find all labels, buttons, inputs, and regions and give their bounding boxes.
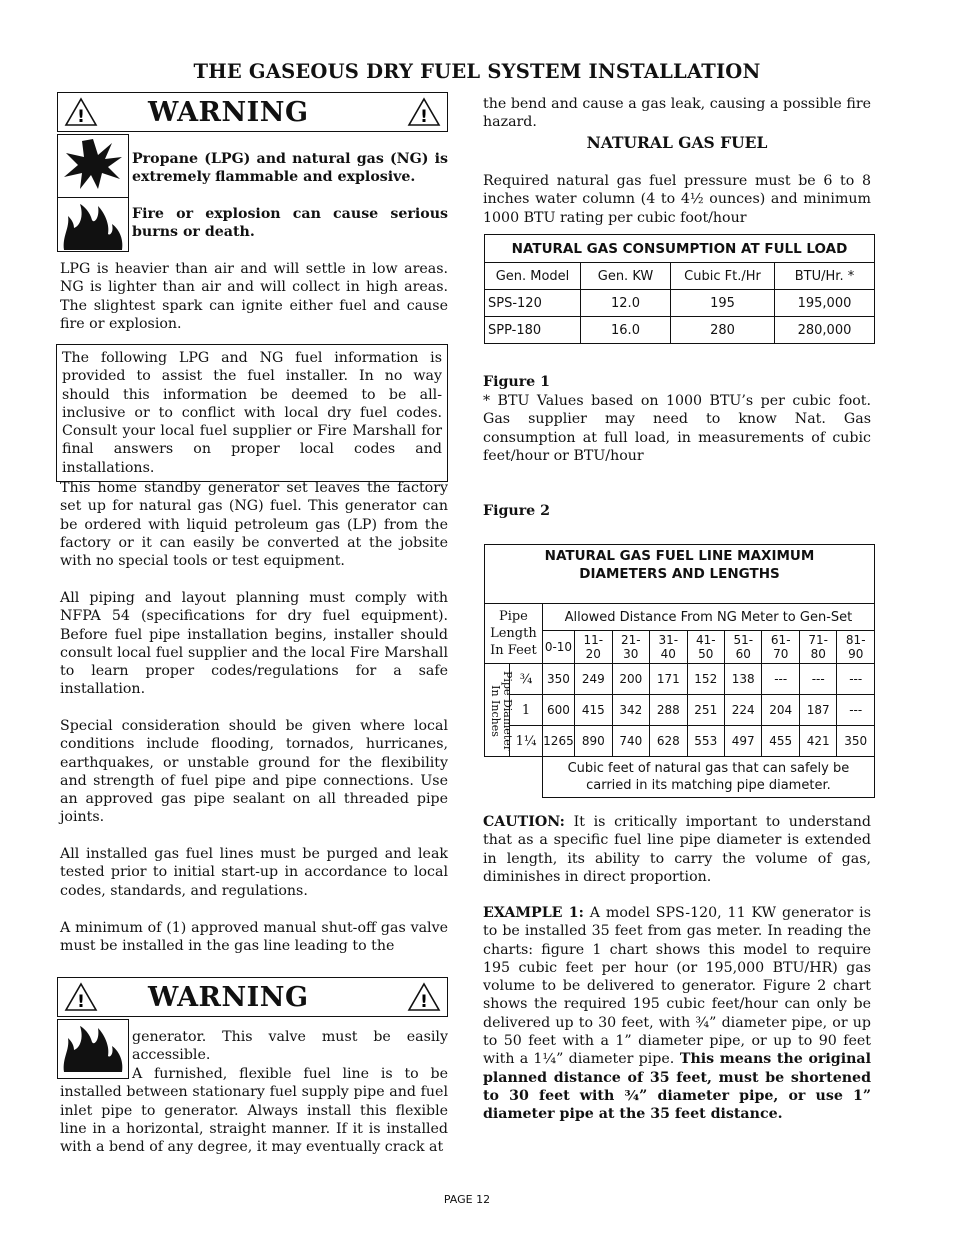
- table-cell: ---: [837, 695, 875, 726]
- table-cell: 152: [687, 664, 724, 695]
- table-cell: 1265: [542, 726, 574, 757]
- svg-text:!: !: [77, 992, 85, 1012]
- range-header: 71-80: [799, 631, 836, 664]
- caution-label: CAUTION:: [483, 814, 565, 830]
- range-header: 11-20: [575, 631, 612, 664]
- table-cell: 740: [612, 726, 649, 757]
- table-row: [485, 695, 875, 726]
- paragraph-purge: All installed gas fuel lines must be purged and leak tested prior to initial start-up in accordance to local codes, standards, and regulations.: [60, 846, 448, 899]
- table-cell: 497: [725, 726, 762, 757]
- table-title: NATURAL GAS CONSUMPTION AT FULL LOAD: [485, 235, 875, 263]
- paragraph-factory-setup: This home standby generator set leaves the factory set up for natural gas (NG) fuel. This generator can be ordered with liquid petroleum gas (LP) from the factory or it can easily be converted at the jobsite with no special tools or test equipment.: [60, 480, 448, 570]
- range-header: 0-10: [542, 631, 574, 664]
- warning-label: WARNING: [148, 981, 309, 1013]
- allowed-distance-label: Allowed Distance From NG Meter to Gen-Set: [542, 604, 874, 631]
- paragraph-valve-accessible: generator. This valve must be easily accessible.: [132, 1029, 448, 1064]
- table-cell: ---: [762, 664, 799, 695]
- paragraph-bend-leak: the bend and cause a gas leak, causing a possible fire hazard.: [483, 96, 871, 131]
- paragraph-shutoff: A minimum of (1) approved manual shut-off gas valve must be installed in the gas line leading to the: [60, 920, 448, 955]
- table-header: Cubic Ft./Hr: [671, 263, 775, 290]
- warning-triangle-icon: [407, 982, 441, 1012]
- table-cell: 553: [687, 726, 724, 757]
- fire-icon: [58, 198, 128, 254]
- paragraph-pressure: Required natural gas fuel pressure must be 6 to 8 inches water column (4 to 4½ ounces) and minimum 1000 BTU rating per cubic foot/hour: [483, 173, 871, 226]
- table-row: [485, 290, 875, 317]
- range-header-row: [485, 631, 875, 664]
- table-cell: 138: [725, 664, 762, 695]
- table-cell: 628: [650, 726, 687, 757]
- range-header: 51-60: [725, 631, 762, 664]
- range-header: 21-30: [612, 631, 649, 664]
- table-cell: 171: [650, 664, 687, 695]
- table-cell: 204: [762, 695, 799, 726]
- figure-1-label: Figure 1: [483, 374, 551, 390]
- notice-box: The following LPG and NG fuel information is provided to assist the fuel installer. In no way should this information be deemed to be all-inclusive or to conflict with local dry fuel codes. Consult your local fuel supplier or Fire Marshall for final answers on proper local codes and installations.: [56, 344, 448, 482]
- table-cell: 455: [762, 726, 799, 757]
- pipe-size: 1¼: [510, 726, 543, 757]
- table-cell: ---: [799, 664, 836, 695]
- explosion-icon: [58, 135, 128, 193]
- caution-paragraph: [483, 813, 871, 886]
- consumption-table: [484, 234, 875, 344]
- paragraph-nfpa: All piping and layout planning must comply with NFPA 54 (specifications for dry fuel equipment). Before fuel pipe installation begins, installer should consult local fuel supplier and the local Fire Marshall to learn proper codes/regulations for a safe installation.: [60, 590, 448, 698]
- hazard-text-flammable: Propane (LPG) and natural gas (NG) is extremely flammable and explosive.: [132, 151, 448, 186]
- table-footnote: Cubic feet of natural gas that can safely be carried in its matching pipe diameter.: [542, 757, 874, 798]
- table-cell: 224: [725, 695, 762, 726]
- figure-2-label: Figure 2: [483, 503, 551, 519]
- warning-triangle-icon: [64, 982, 98, 1012]
- table-row: [485, 726, 875, 757]
- paragraph-flexible-line: A furnished, flexible fuel line is to be installed between stationary fuel supply pipe and fuel inlet pipe to generator. Always install this flexible line in a horizontal, straight manner. If it is installed with a bend of any degree, it may eventually crack at: [60, 1066, 448, 1156]
- table-cell: 280: [671, 317, 775, 344]
- figure-1-note: * BTU Values based on 1000 BTU’s per cubic foot. Gas supplier may need to know Nat. Gas consumption at full load, in measurements of cubic feet/hour or BTU/hour: [483, 393, 871, 464]
- table-row: [485, 664, 875, 695]
- table-header: Gen. KW: [581, 263, 671, 290]
- table-cell: 195,000: [775, 290, 875, 317]
- table-cell: 288: [650, 695, 687, 726]
- pipe-length-label: Pipe Length In Feet: [485, 604, 543, 664]
- table-cell: 890: [575, 726, 612, 757]
- table-cell: 600: [542, 695, 574, 726]
- warning-banner: [57, 92, 448, 132]
- example-paragraph: [483, 904, 871, 1124]
- range-header: 61-70: [762, 631, 799, 664]
- table-cell: 195: [671, 290, 775, 317]
- warning-label: WARNING: [148, 96, 309, 128]
- hazard-icons: [57, 134, 129, 252]
- pipe-size: 1: [510, 695, 543, 726]
- svg-text:!: !: [77, 107, 85, 127]
- table-cell: 200: [612, 664, 649, 695]
- paragraph-lpg-ng: LPG is heavier than air and will settle in low areas. NG is lighter than air and will collect in high areas. The slightest spark can ignite either fuel and cause fire or explosion.: [60, 261, 448, 332]
- range-header: 41-50: [687, 631, 724, 664]
- table-cell: 350: [542, 664, 574, 695]
- table-cell: 342: [612, 695, 649, 726]
- range-header: 31-40: [650, 631, 687, 664]
- example-conclusion: This means the original planned distance of 35 feet, must be shortened to 30 feet with ¾” diameter pipe, or use 1” diameter pipe at the 35 feet distance.: [483, 1051, 871, 1123]
- table-cell: 415: [575, 695, 612, 726]
- pipe-diameter-label: [485, 664, 514, 757]
- table-title: NATURAL GAS FUEL LINE MAXIMUM DIAMETERS AND LENGTHS: [485, 545, 875, 604]
- table-cell: SPP-180: [485, 317, 581, 344]
- table-cell: 350: [837, 726, 875, 757]
- warning-banner: [57, 977, 448, 1017]
- table-cell: 187: [799, 695, 836, 726]
- table-row: [485, 317, 875, 344]
- table-cell: 249: [575, 664, 612, 695]
- table-cell: 421: [799, 726, 836, 757]
- page-number: PAGE 12: [443, 1193, 491, 1206]
- table-cell: SPS-120: [485, 290, 581, 317]
- warning-triangle-icon: [407, 97, 441, 127]
- caution-text: It is critically important to understand that as a specific fuel line pipe diameter is extended in length, its ability to carry the volume of gas, diminishes in direct proportion.: [483, 814, 871, 885]
- section-heading-natural-gas: NATURAL GAS FUEL: [586, 133, 768, 152]
- range-header: 81-90: [837, 631, 875, 664]
- pipe-diameter-label-line2: In Inches: [489, 684, 502, 737]
- fuel-line-table: [484, 544, 875, 798]
- table-cell: 280,000: [775, 317, 875, 344]
- svg-text:!: !: [420, 992, 428, 1012]
- table-cell: 16.0: [581, 317, 671, 344]
- example-text: A model SPS-120, 11 KW generator is to be installed 35 feet from gas meter. In reading the charts: figure 1 chart shows this model to require 195 cubic feet per hour (or 195,000 BTU/HR) gas volume to be delivered to generator. Figure 2 chart shows the required 195 cubic feet/hour can only be delivered up to 30 feet, with ¾” diameter pipe, or up to 50 feet with a 1” diameter pipe, or up to 90 feet with a 1¼” diameter pipe.: [483, 905, 871, 1068]
- page-title: THE GASEOUS DRY FUEL SYSTEM INSTALLATION: [193, 60, 761, 83]
- svg-text:!: !: [420, 107, 428, 127]
- pipe-diameter-label-line1: Pipe Diameter: [501, 670, 514, 751]
- table-cell: 12.0: [581, 290, 671, 317]
- table-cell: 251: [687, 695, 724, 726]
- table-header: BTU/Hr. *: [775, 263, 875, 290]
- table-header: Gen. Model: [485, 263, 581, 290]
- warning-triangle-icon: [64, 97, 98, 127]
- paragraph-special-consideration: Special consideration should be given where local conditions include flooding, tornados, hurricanes, earthquakes, or unstable ground for the flexibility and strength of fuel pipe and pipe connections. Use an approved gas pipe sealant on all threaded pipe joints.: [60, 718, 448, 826]
- table-cell: ---: [837, 664, 875, 695]
- hazard-text-burns: Fire or explosion can cause serious burns or death.: [132, 206, 448, 241]
- example-label: EXAMPLE 1:: [483, 905, 584, 921]
- pipe-size: ¾: [510, 664, 543, 695]
